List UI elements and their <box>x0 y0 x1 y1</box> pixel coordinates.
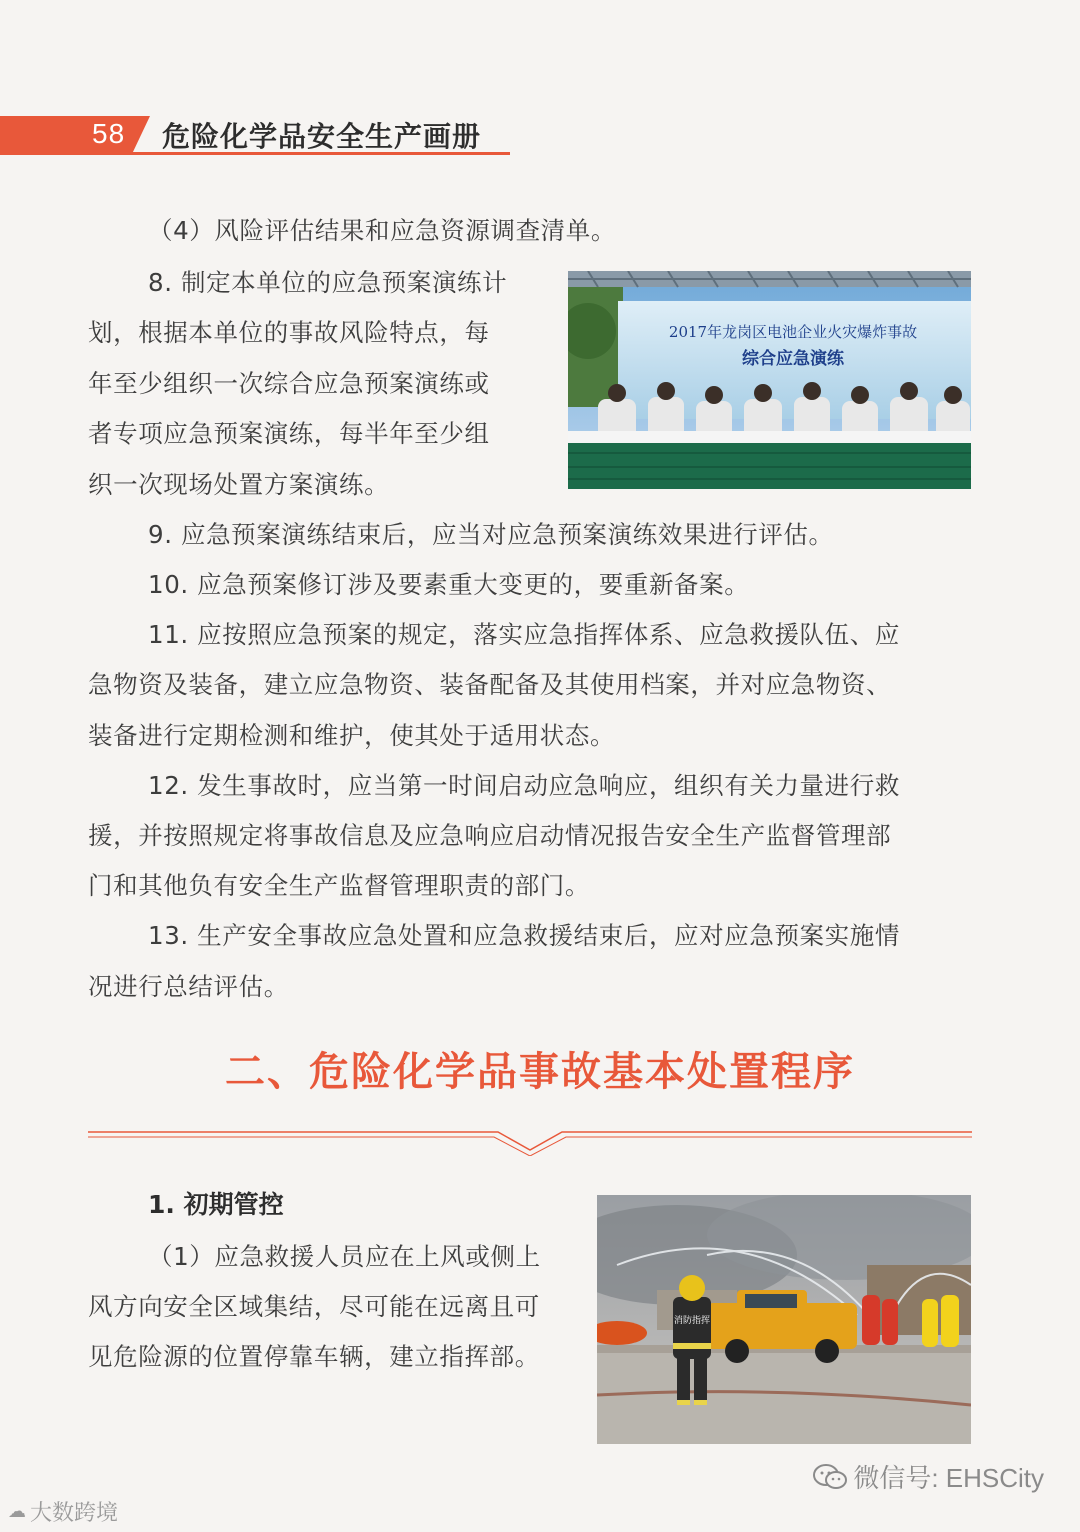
paragraph-13-line: 况进行总结评估。 <box>88 972 289 1001</box>
header-accent-block <box>0 116 150 154</box>
corner-watermark-text: 大数跨境 <box>30 1501 119 1526</box>
wechat-id: 微信号: EHSCity <box>853 1463 1044 1493</box>
paragraph-8-line: 年至少组织一次综合应急预案演练或 <box>88 369 490 398</box>
firefighting-photo <box>597 1195 971 1444</box>
paragraph-8-line: 者专项应急预案演练，每半年至少组 <box>88 419 490 448</box>
paragraph-10: 10. 应急预案修订涉及要素重大变更的，要重新备案。 <box>148 570 750 599</box>
vest-label: 消防指挥 <box>673 1316 711 1326</box>
wechat-watermark <box>813 1458 1044 1495</box>
wechat-icon <box>813 1463 847 1491</box>
section-paragraph-line: （1）应急救援人员应在上风或侧上 <box>148 1242 541 1271</box>
subhead-initial-control: 1. 初期管控 <box>148 1190 284 1219</box>
book-title: 危险化学品安全生产画册 <box>162 120 482 153</box>
paragraph-12-line: 12. 发生事故时，应当第一时间启动应急响应，组织有关力量进行救 <box>148 771 900 800</box>
drill-meeting-photo <box>568 271 971 489</box>
paragraph-11-line: 装备进行定期检测和维护，使其处于适用状态。 <box>88 721 616 750</box>
paragraph-11-line: 急物资及装备，建立应急物资、装备配备及其使用档案，并对应急物资、 <box>88 670 892 699</box>
paragraph-11-line: 11. 应按照应急预案的规定，落实应急指挥体系、应急救援队伍、应 <box>148 620 900 649</box>
paragraph-8-line: 划，根据本单位的事故风险特点，每 <box>88 318 490 347</box>
section-paragraph-line: 风方向安全区域集结，尽可能在远离且可 <box>88 1292 540 1321</box>
corner-logo-icon: ☁ <box>8 1501 26 1522</box>
section-divider <box>88 1126 972 1156</box>
paragraph-9: 9. 应急预案演练结束后，应当对应急预案演练效果进行评估。 <box>148 520 834 549</box>
corner-watermark <box>8 1496 118 1527</box>
paragraph-4: （4）风险评估结果和应急资源调查清单。 <box>148 216 616 245</box>
page-number: 58 <box>92 118 126 149</box>
paragraph-12-line: 门和其他负有安全生产监督管理职责的部门。 <box>88 871 590 900</box>
paragraph-8-line: 织一次现场处置方案演练。 <box>88 470 390 499</box>
paragraph-12-line: 援，并按照规定将事故信息及应急响应启动情况报告安全生产监督管理部 <box>88 821 892 850</box>
section-paragraph-line: 见危险源的位置停靠车辆，建立指挥部。 <box>88 1342 540 1371</box>
section-title: 二、危险化学品事故基本处置程序 <box>225 1049 855 1095</box>
paragraph-8-line: 8. 制定本单位的应急预案演练计 <box>148 268 508 297</box>
paragraph-13-line: 13. 生产安全事故应急处置和应急救援结束后，应对应急预案实施情 <box>148 921 900 950</box>
banner-subtitle: 综合应急演练 <box>742 349 844 369</box>
banner-title: 2017年龙岗区电池企业火灾爆炸事故 <box>668 323 918 341</box>
